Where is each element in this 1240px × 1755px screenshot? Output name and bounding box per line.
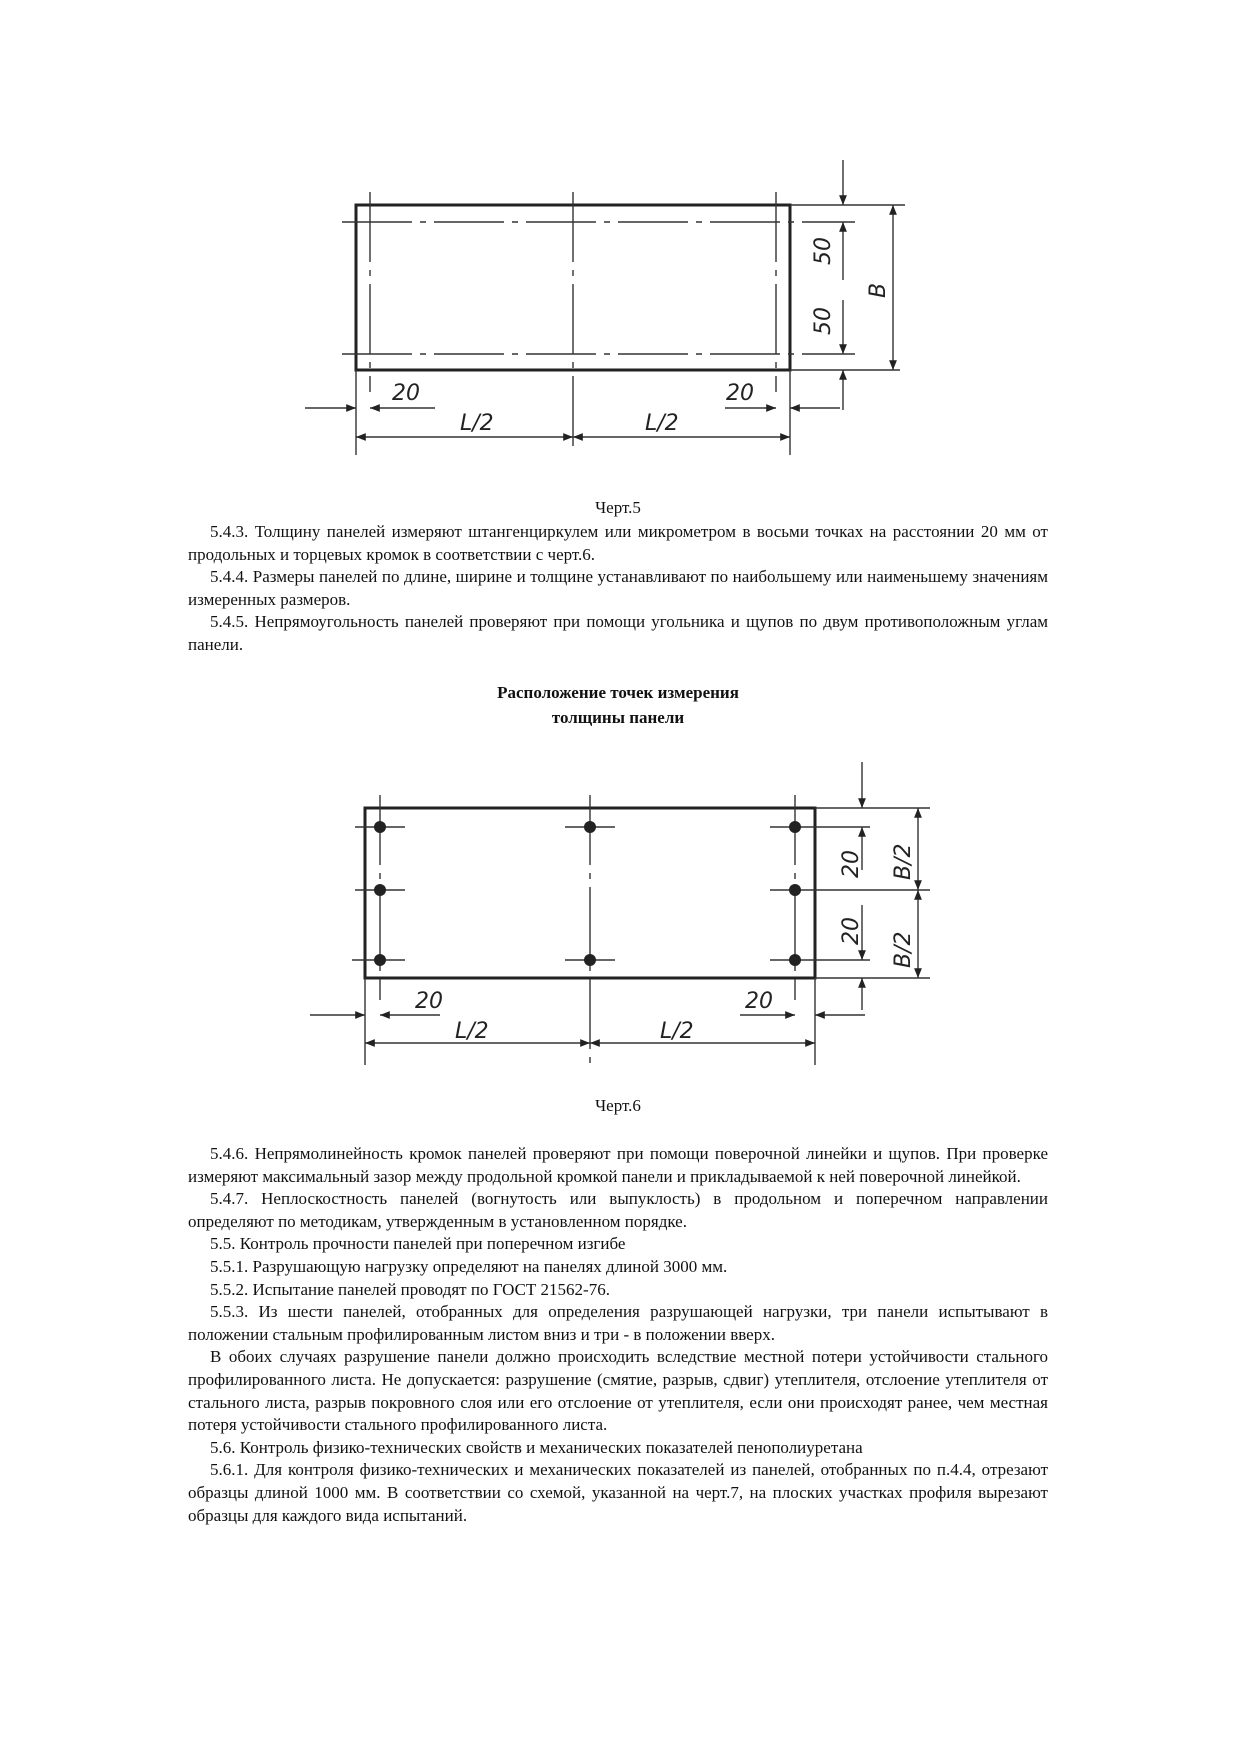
paragraph: 5.4.5. Непрямоугольность панелей проверяют при помощи угольника и щупов по двум противоположным углам панели. <box>188 612 1048 654</box>
figure-5-caption: Черт.5 <box>595 498 641 517</box>
dim-label: B/2 <box>891 843 916 880</box>
dim-label: L/2 <box>645 411 679 436</box>
paragraph: 5.5.2. Испытание панелей проводят по ГОСТ 21562-76. <box>210 1279 610 1299</box>
paragraph: 5.4.6. Непрямолинейность кромок панелей проверяют при помощи поверочной линейки и щупов. При проверке измеряют максимальный зазор между продольной кромкой панели и прикладываемой к ней поверочной линейкой. <box>188 1144 1048 1186</box>
section-title-line: Расположение точек измерения <box>497 683 739 702</box>
section-title <box>188 680 1048 730</box>
paragraph: 5.4.3. Толщину панелей измеряют штангенциркулем или микрометром в восьми точках на расстоянии 20 мм от продольных и торцевых кромок в соответствии с черт.6. <box>188 522 1048 564</box>
paragraph: 5.6. Контроль физико-технических свойств и механических показателей пенополиуретана <box>210 1437 863 1457</box>
figure-5-drawing <box>305 160 905 455</box>
figure-6-drawing <box>310 762 930 1065</box>
dim-label: 20 <box>392 381 420 406</box>
paragraph: 5.4.4. Размеры панелей по длине, ширине и толщине устанавливают по наибольшему или наименьшему значениям измеренных размеров. <box>188 567 1048 609</box>
dim-label: 20 <box>839 850 864 878</box>
section-title-line: толщины панели <box>551 708 685 727</box>
dim-label: L/2 <box>660 1019 694 1044</box>
paragraph: 5.5.3. Из шести панелей, отобранных для определения разрушающей нагрузки, три панели испытывают в положении стальным профилированным листом вниз и три - в положении вверх. <box>188 1302 1048 1344</box>
measurement-points <box>374 821 801 966</box>
dim-label: L/2 <box>460 411 494 436</box>
paragraph: 5.5.1. Разрушающую нагрузку определяют на панелях длиной 3000 мм. <box>210 1256 728 1276</box>
paragraph: 5.6.1. Для контроля физико-технических и механических показателей из панелей, отобранных по п.4.4, отрезают образцы длиной 1000 мм. В соответствии со схемой, указанной на черт.7, на плоских участках профиля вырезают образцы для каждого вида испытаний. <box>188 1460 1048 1525</box>
dim-label: 20 <box>726 381 754 406</box>
figure-6-caption: Черт.6 <box>595 1096 641 1115</box>
paragraph: В обоих случаях разрушение панели должно происходить вследствие местной потери устойчивости стального профилированного листа. Не допускается: разрушение (смятие, разрыв, сдвиг) утеплителя, отслоение утеплителя от стального листа, разрыв покровного слоя или его отслоение от утеплителя, если они происходят ранее, чем местная потеря устойчивости стального профилированного листа. <box>188 1347 1048 1435</box>
dim-label: B/2 <box>891 931 916 968</box>
paragraphs-5-4-6-onward <box>188 1143 1048 1527</box>
dim-label: 20 <box>415 989 443 1014</box>
dim-label: 20 <box>839 917 864 945</box>
dim-label: 50 <box>811 307 836 335</box>
dim-label: 50 <box>811 237 836 265</box>
dim-label: B <box>866 282 891 298</box>
dim-label: L/2 <box>455 1019 489 1044</box>
paragraph: 5.5. Контроль прочности панелей при поперечном изгибе <box>210 1234 626 1254</box>
paragraphs-5-4 <box>188 521 1048 657</box>
dim-label: 20 <box>745 989 773 1014</box>
paragraph: 5.4.7. Неплоскостность панелей (вогнутость или выпуклость) в продольном и поперечном направлении определяют по методикам, утвержденным в установленном порядке. <box>188 1189 1048 1231</box>
